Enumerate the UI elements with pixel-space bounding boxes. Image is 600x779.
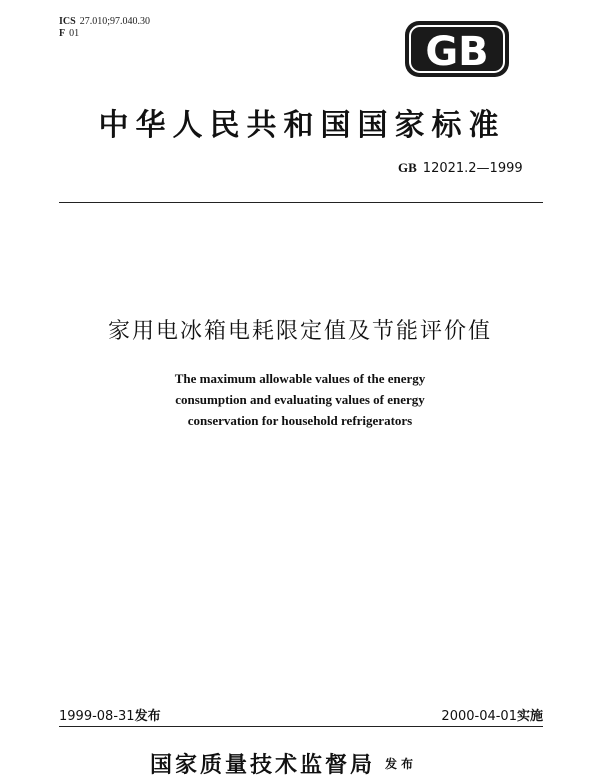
implement-date-value: 2000-04-01 bbox=[441, 709, 517, 724]
document-title-en bbox=[100, 368, 500, 431]
ics-value: 27.010;97.040.30 bbox=[79, 16, 150, 27]
standard-number bbox=[398, 160, 523, 176]
class-value: 01 bbox=[69, 28, 80, 39]
footer-divider bbox=[59, 726, 543, 727]
standard-code: 12021.2—1999 bbox=[422, 161, 523, 176]
header-divider bbox=[59, 202, 543, 203]
title-en-line: The maximum allowable values of the energy bbox=[174, 371, 426, 386]
issuing-authority bbox=[150, 748, 417, 779]
title-en-line: conservation for household refrigerators bbox=[187, 413, 413, 428]
standard-prefix: GB bbox=[398, 160, 417, 175]
issue-date-value: 1999-08-31 bbox=[59, 709, 135, 724]
issue-date bbox=[59, 705, 161, 724]
implement-date-verb: 实施 bbox=[516, 709, 543, 724]
issuer-verb: 发布 bbox=[385, 757, 418, 771]
document-title-zh: 家用电冰箱电耗限定值及节能评价值 bbox=[107, 319, 492, 344]
ics-label: ICS bbox=[59, 16, 76, 27]
gb-logo-text: GB bbox=[425, 29, 489, 75]
implement-date bbox=[441, 705, 543, 724]
title-en-line: consumption and evaluating values of energy bbox=[175, 392, 425, 407]
gb-standard-logo bbox=[404, 20, 510, 78]
ics-code bbox=[59, 16, 150, 28]
issue-date-verb: 发布 bbox=[134, 709, 161, 724]
issuer-name: 国家质量技术监督局 bbox=[150, 752, 376, 778]
classification-code bbox=[59, 28, 79, 40]
class-label: F bbox=[59, 28, 66, 39]
standard-category-title: 中华人民共和国国家标准 bbox=[98, 108, 506, 143]
